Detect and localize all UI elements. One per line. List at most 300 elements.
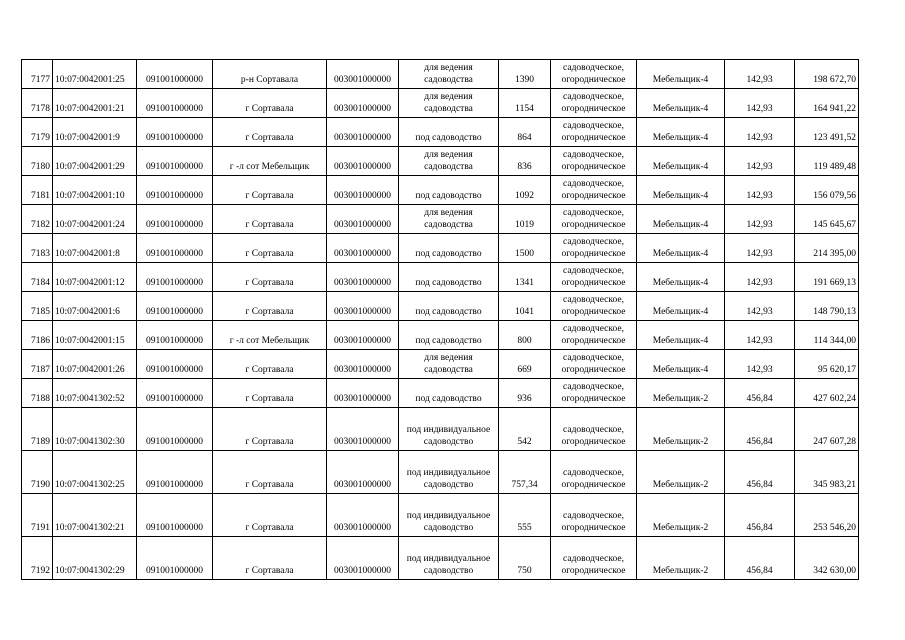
cell-text: 091001000000	[146, 133, 203, 144]
cell-text: 003001000000	[334, 365, 391, 376]
okato-code-cell	[327, 60, 399, 89]
cell-text: под индивидуальное садоводство	[406, 511, 491, 534]
locality-cell	[213, 408, 327, 451]
cell-text: 1041	[515, 307, 534, 318]
cell-text: г Сортавала	[245, 394, 294, 405]
cell-text: г Сортавала	[245, 191, 294, 202]
permitted-use-cell	[399, 379, 499, 408]
oktmo-code-cell	[137, 205, 213, 234]
okato-code-cell	[327, 350, 399, 379]
cadastral-number-cell	[53, 350, 137, 379]
table-row	[22, 292, 859, 321]
cadastral-number-cell	[53, 176, 137, 205]
locality-cell	[213, 118, 327, 147]
specific-value-cell	[725, 379, 795, 408]
cell-text: Мебельщик-2	[652, 566, 709, 577]
cell-text: 10:07:0041302:30	[55, 437, 125, 448]
permitted-use-cell	[399, 292, 499, 321]
permitted-use-cell	[399, 451, 499, 494]
cell-text: для ведения садоводства	[424, 92, 473, 115]
row-number-cell	[22, 379, 53, 408]
cell-text: 003001000000	[334, 220, 391, 231]
land-use-type-cell	[551, 89, 637, 118]
cell-text: 091001000000	[146, 307, 203, 318]
cell-text: 7179	[31, 133, 50, 144]
specific-value-cell	[725, 321, 795, 350]
cell-text: под индивидуальное садоводство	[406, 468, 491, 491]
land-use-type-cell	[551, 292, 637, 321]
cell-text: 142,93	[746, 220, 773, 231]
cadastral-value-table	[21, 59, 859, 580]
okato-code-cell	[327, 537, 399, 580]
cell-text: садоводческое, огородническое	[561, 121, 626, 144]
oktmo-code-cell	[137, 292, 213, 321]
oktmo-code-cell	[137, 379, 213, 408]
specific-value-cell	[725, 234, 795, 263]
cell-text: Мебельщик-2	[652, 523, 709, 534]
locality-cell	[213, 292, 327, 321]
land-use-type-cell	[551, 263, 637, 292]
cadastral-value-cell	[795, 205, 859, 234]
land-use-type-cell	[551, 350, 637, 379]
okato-code-cell	[327, 234, 399, 263]
table-row	[22, 205, 859, 234]
cadastral-number-cell	[53, 537, 137, 580]
cell-text: 7191	[31, 523, 50, 534]
cell-text: Мебельщик-2	[652, 480, 709, 491]
cell-text: 091001000000	[146, 437, 203, 448]
cell-text: 1019	[515, 220, 534, 231]
table-row	[22, 118, 859, 147]
cell-text: садоводческое, огородническое	[561, 382, 626, 405]
row-number-cell	[22, 176, 53, 205]
settlement-group-cell	[637, 234, 725, 263]
area-cell	[499, 494, 551, 537]
cell-text: Мебельщик-2	[652, 394, 709, 405]
cell-text: 345 983,21	[813, 480, 856, 491]
cell-text: 456,84	[746, 480, 773, 491]
cell-text: под садоводство	[415, 336, 482, 347]
cell-text: под садоводство	[415, 191, 482, 202]
okato-code-cell	[327, 408, 399, 451]
cell-text: г Сортавала	[245, 523, 294, 534]
cell-text: садоводческое, огородническое	[561, 92, 626, 115]
cell-text: 003001000000	[334, 523, 391, 534]
cell-text: 10:07:0042001:29	[55, 162, 125, 173]
cell-text: 091001000000	[146, 336, 203, 347]
area-cell	[499, 321, 551, 350]
land-use-type-cell	[551, 118, 637, 147]
cell-text: 142,93	[746, 249, 773, 260]
cell-text: г Сортавала	[245, 220, 294, 231]
cadastral-number-cell	[53, 118, 137, 147]
row-number-cell	[22, 89, 53, 118]
cell-text: 1154	[515, 104, 534, 115]
row-number-cell	[22, 292, 53, 321]
cell-text: 003001000000	[334, 162, 391, 173]
cell-text: под садоводство	[415, 394, 482, 405]
cell-text: 091001000000	[146, 278, 203, 289]
row-number-cell	[22, 408, 53, 451]
oktmo-code-cell	[137, 263, 213, 292]
cell-text: 247 607,28	[813, 437, 856, 448]
cell-text: 142,93	[746, 336, 773, 347]
cell-text: г Сортавала	[245, 104, 294, 115]
area-cell	[499, 537, 551, 580]
row-number-cell	[22, 494, 53, 537]
cell-text: 142,93	[746, 75, 773, 86]
settlement-group-cell	[637, 147, 725, 176]
cell-text: 1390	[515, 75, 534, 86]
specific-value-cell	[725, 176, 795, 205]
okato-code-cell	[327, 451, 399, 494]
cadastral-number-cell	[53, 263, 137, 292]
cell-text: 10:07:0042001:8	[55, 249, 120, 260]
permitted-use-cell	[399, 205, 499, 234]
area-cell	[499, 205, 551, 234]
cadastral-number-cell	[53, 321, 137, 350]
cell-text: садоводческое, огородническое	[561, 237, 626, 260]
permitted-use-cell	[399, 89, 499, 118]
cell-text: 7178	[31, 104, 50, 115]
area-cell	[499, 292, 551, 321]
cell-text: 456,84	[746, 523, 773, 534]
cadastral-number-cell	[53, 292, 137, 321]
cell-text: 191 669,13	[813, 278, 856, 289]
row-number-cell	[22, 350, 53, 379]
cadastral-value-cell	[795, 89, 859, 118]
row-number-cell	[22, 205, 53, 234]
cell-text: 10:07:0042001:9	[55, 133, 120, 144]
cell-text: 091001000000	[146, 480, 203, 491]
permitted-use-cell	[399, 234, 499, 263]
oktmo-code-cell	[137, 350, 213, 379]
settlement-group-cell	[637, 176, 725, 205]
area-cell	[499, 451, 551, 494]
cell-text: 003001000000	[334, 133, 391, 144]
settlement-group-cell	[637, 205, 725, 234]
cell-text: 164 941,22	[813, 104, 856, 115]
area-cell	[499, 379, 551, 408]
table-row	[22, 494, 859, 537]
cell-text: садоводческое, огородническое	[561, 179, 626, 202]
settlement-group-cell	[637, 321, 725, 350]
area-cell	[499, 118, 551, 147]
cell-text: 10:07:0042001:6	[55, 307, 120, 318]
row-number-cell	[22, 118, 53, 147]
okato-code-cell	[327, 292, 399, 321]
specific-value-cell	[725, 263, 795, 292]
cell-text: 003001000000	[334, 336, 391, 347]
cell-text: 836	[517, 162, 532, 173]
row-number-cell	[22, 147, 53, 176]
cell-text: для ведения садоводства	[424, 353, 473, 376]
cell-text: 7192	[31, 566, 50, 577]
cell-text: садоводческое, огородническое	[561, 150, 626, 173]
cadastral-value-cell	[795, 147, 859, 176]
cell-text: г Сортавала	[245, 437, 294, 448]
row-number-cell	[22, 321, 53, 350]
cell-text: 142,93	[746, 365, 773, 376]
cadastral-number-cell	[53, 89, 137, 118]
cell-text: садоводческое, огородническое	[561, 511, 626, 534]
area-cell	[499, 60, 551, 89]
okato-code-cell	[327, 263, 399, 292]
cell-text: садоводческое, огородническое	[561, 295, 626, 318]
table-row	[22, 350, 859, 379]
okato-code-cell	[327, 494, 399, 537]
cell-text: 091001000000	[146, 162, 203, 173]
cell-text: 342 630,00	[813, 566, 856, 577]
cell-text: 7190	[31, 480, 50, 491]
area-cell	[499, 89, 551, 118]
settlement-group-cell	[637, 494, 725, 537]
cell-text: 10:07:0042001:24	[55, 220, 125, 231]
cell-text: 1500	[515, 249, 534, 260]
permitted-use-cell	[399, 118, 499, 147]
cell-text: для ведения садоводства	[424, 150, 473, 173]
cell-text: 10:07:0042001:26	[55, 365, 125, 376]
cadastral-value-cell	[795, 537, 859, 580]
cadastral-value-cell	[795, 321, 859, 350]
cell-text: Мебельщик-4	[652, 133, 709, 144]
cell-text: 7187	[31, 365, 50, 376]
cell-text: 003001000000	[334, 104, 391, 115]
cell-text: г Сортавала	[245, 133, 294, 144]
specific-value-cell	[725, 147, 795, 176]
cell-text: 10:07:0042001:25	[55, 75, 125, 86]
cell-text: 091001000000	[146, 523, 203, 534]
locality-cell	[213, 263, 327, 292]
cell-text: 864	[517, 133, 532, 144]
cell-text: 7184	[31, 278, 50, 289]
cell-text: садоводческое, огородническое	[561, 425, 626, 448]
oktmo-code-cell	[137, 494, 213, 537]
permitted-use-cell	[399, 60, 499, 89]
row-number-cell	[22, 60, 53, 89]
cell-text: 142,93	[746, 278, 773, 289]
cell-text: 091001000000	[146, 104, 203, 115]
cell-text: 156 079,56	[813, 191, 856, 202]
land-use-type-cell	[551, 176, 637, 205]
cell-text: 142,93	[746, 133, 773, 144]
specific-value-cell	[725, 292, 795, 321]
permitted-use-cell	[399, 350, 499, 379]
cell-text: 10:07:0042001:15	[55, 336, 125, 347]
locality-cell	[213, 205, 327, 234]
cadastral-value-cell	[795, 350, 859, 379]
table-row	[22, 60, 859, 89]
cadastral-number-cell	[53, 408, 137, 451]
settlement-group-cell	[637, 537, 725, 580]
cadastral-number-cell	[53, 205, 137, 234]
cell-text: 142,93	[746, 104, 773, 115]
land-use-type-cell	[551, 537, 637, 580]
permitted-use-cell	[399, 147, 499, 176]
cell-text: Мебельщик-4	[652, 191, 709, 202]
locality-cell	[213, 350, 327, 379]
cell-text: 800	[517, 336, 532, 347]
permitted-use-cell	[399, 176, 499, 205]
cell-text: 669	[517, 365, 532, 376]
specific-value-cell	[725, 205, 795, 234]
cell-text: Мебельщик-4	[652, 307, 709, 318]
cell-text: для ведения садоводства	[424, 63, 473, 86]
cell-text: 091001000000	[146, 365, 203, 376]
cell-text: Мебельщик-4	[652, 365, 709, 376]
cell-text: 253 546,20	[813, 523, 856, 534]
cell-text: 003001000000	[334, 437, 391, 448]
cell-text: 123 491,52	[813, 133, 856, 144]
cell-text: Мебельщик-4	[652, 220, 709, 231]
cell-text: для ведения садоводства	[424, 208, 473, 231]
cell-text: 091001000000	[146, 566, 203, 577]
specific-value-cell	[725, 89, 795, 118]
cell-text: 7180	[31, 162, 50, 173]
cell-text: 003001000000	[334, 480, 391, 491]
cell-text: 427 602,24	[813, 394, 856, 405]
cadastral-value-cell	[795, 408, 859, 451]
permitted-use-cell	[399, 408, 499, 451]
settlement-group-cell	[637, 60, 725, 89]
cell-text: р-н Сортавала	[240, 75, 299, 86]
specific-value-cell	[725, 118, 795, 147]
cell-text: 091001000000	[146, 249, 203, 260]
cadastral-number-cell	[53, 234, 137, 263]
cell-text: 145 645,67	[813, 220, 856, 231]
cadastral-number-cell	[53, 494, 137, 537]
area-cell	[499, 234, 551, 263]
settlement-group-cell	[637, 89, 725, 118]
cell-text: 142,93	[746, 307, 773, 318]
cell-text: г -л сот Мебельщик	[229, 162, 310, 173]
locality-cell	[213, 494, 327, 537]
cell-text: садоводческое, огородническое	[561, 63, 626, 86]
cell-text: 003001000000	[334, 278, 391, 289]
cell-text: под садоводство	[415, 133, 482, 144]
okato-code-cell	[327, 147, 399, 176]
cadastral-value-cell	[795, 451, 859, 494]
cell-text: под садоводство	[415, 307, 482, 318]
land-use-type-cell	[551, 147, 637, 176]
cell-text: 542	[517, 437, 532, 448]
cell-text: 142,93	[746, 162, 773, 173]
okato-code-cell	[327, 379, 399, 408]
oktmo-code-cell	[137, 321, 213, 350]
land-use-type-cell	[551, 321, 637, 350]
settlement-group-cell	[637, 292, 725, 321]
permitted-use-cell	[399, 537, 499, 580]
table-row	[22, 451, 859, 494]
cell-text: Мебельщик-4	[652, 278, 709, 289]
specific-value-cell	[725, 408, 795, 451]
oktmo-code-cell	[137, 176, 213, 205]
cell-text: 757,34	[511, 480, 538, 491]
cell-text: Мебельщик-4	[652, 104, 709, 115]
specific-value-cell	[725, 537, 795, 580]
okato-code-cell	[327, 89, 399, 118]
land-use-type-cell	[551, 494, 637, 537]
cadastral-value-cell	[795, 494, 859, 537]
cell-text: 456,84	[746, 566, 773, 577]
specific-value-cell	[725, 350, 795, 379]
cadastral-value-cell	[795, 379, 859, 408]
cadastral-number-cell	[53, 60, 137, 89]
cell-text: садоводческое, огородническое	[561, 468, 626, 491]
specific-value-cell	[725, 451, 795, 494]
okato-code-cell	[327, 118, 399, 147]
cell-text: под садоводство	[415, 278, 482, 289]
oktmo-code-cell	[137, 147, 213, 176]
cell-text: 10:07:0041302:29	[55, 566, 125, 577]
table-row	[22, 234, 859, 263]
cell-text: Мебельщик-2	[652, 437, 709, 448]
oktmo-code-cell	[137, 234, 213, 263]
cadastral-value-cell	[795, 234, 859, 263]
oktmo-code-cell	[137, 118, 213, 147]
cell-text: 091001000000	[146, 75, 203, 86]
okato-code-cell	[327, 176, 399, 205]
cell-text: г Сортавала	[245, 480, 294, 491]
specific-value-cell	[725, 60, 795, 89]
cell-text: 10:07:0041302:25	[55, 480, 125, 491]
locality-cell	[213, 537, 327, 580]
cell-text: Мебельщик-4	[652, 249, 709, 260]
table-body	[22, 60, 859, 580]
table-row	[22, 408, 859, 451]
cell-text: 10:07:0041302:52	[55, 394, 125, 405]
settlement-group-cell	[637, 451, 725, 494]
row-number-cell	[22, 234, 53, 263]
cell-text: под садоводство	[415, 249, 482, 260]
land-use-type-cell	[551, 451, 637, 494]
row-number-cell	[22, 537, 53, 580]
permitted-use-cell	[399, 494, 499, 537]
row-number-cell	[22, 451, 53, 494]
cell-text: 456,84	[746, 437, 773, 448]
cell-text: 003001000000	[334, 249, 391, 260]
area-cell	[499, 263, 551, 292]
cell-text: 003001000000	[334, 394, 391, 405]
cell-text: 114 344,00	[813, 336, 856, 347]
cadastral-value-cell	[795, 292, 859, 321]
area-cell	[499, 176, 551, 205]
area-cell	[499, 350, 551, 379]
locality-cell	[213, 176, 327, 205]
cell-text: 750	[517, 566, 532, 577]
specific-value-cell	[725, 494, 795, 537]
locality-cell	[213, 60, 327, 89]
cell-text: садоводческое, огородническое	[561, 554, 626, 577]
cell-text: под индивидуальное садоводство	[406, 425, 491, 448]
permitted-use-cell	[399, 263, 499, 292]
table-row	[22, 321, 859, 350]
okato-code-cell	[327, 321, 399, 350]
cell-text: 091001000000	[146, 394, 203, 405]
table-row	[22, 89, 859, 118]
cell-text: под индивидуальное садоводство	[406, 554, 491, 577]
cell-text: 10:07:0042001:10	[55, 191, 125, 202]
oktmo-code-cell	[137, 89, 213, 118]
table-row	[22, 537, 859, 580]
area-cell	[499, 147, 551, 176]
permitted-use-cell	[399, 321, 499, 350]
cadastral-value-cell	[795, 60, 859, 89]
cell-text: 198 672,70	[813, 75, 856, 86]
table-row	[22, 176, 859, 205]
locality-cell	[213, 321, 327, 350]
cell-text: 003001000000	[334, 566, 391, 577]
